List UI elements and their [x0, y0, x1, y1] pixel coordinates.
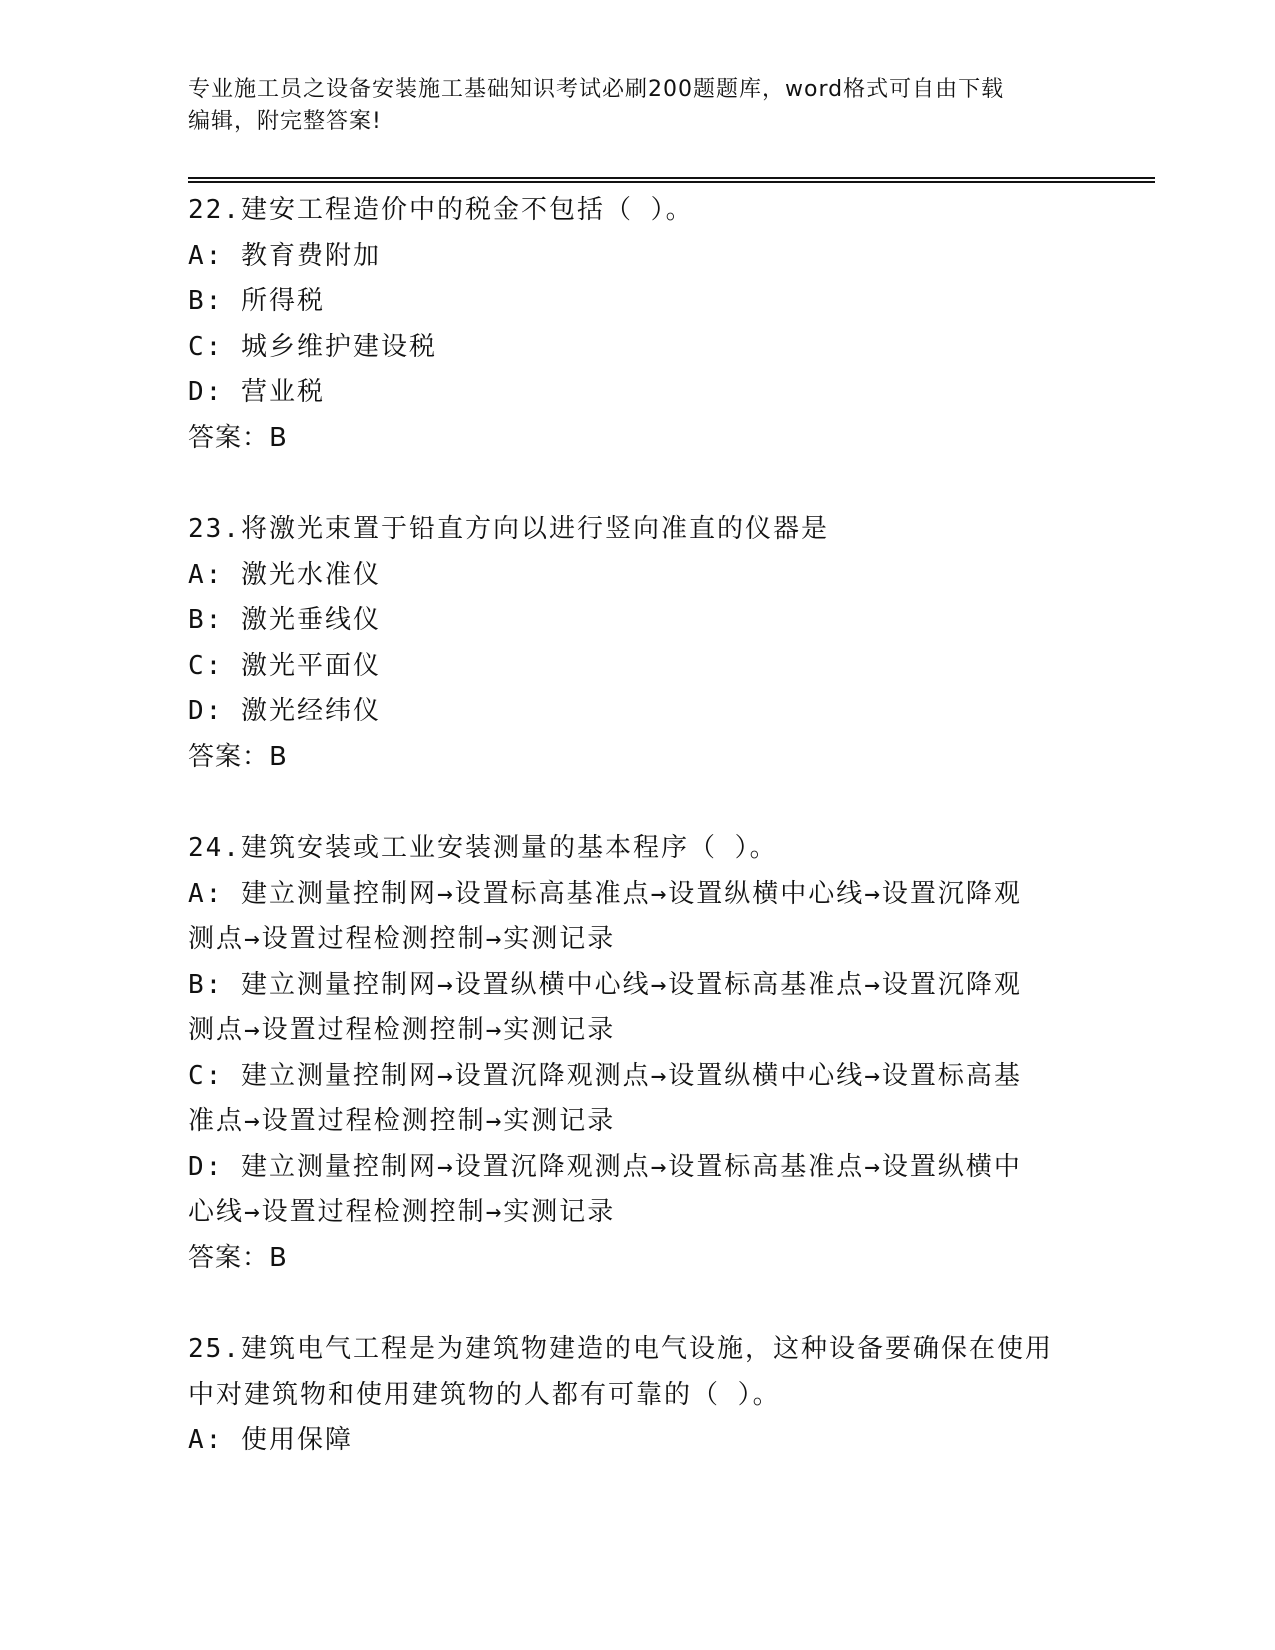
header-title-line-2: 编辑，附完整答案! — [188, 109, 382, 134]
header-divider-bottom — [188, 181, 1155, 183]
option-c: C: 城乡维护建设税 — [188, 331, 437, 362]
option-a-line-1: A: 建立测量控制网→设置标高基准点→设置纵横中心线→设置沉降观 — [188, 878, 1022, 909]
question-stem: 24.建筑安装或工业安装测量的基本程序（ ）。 — [188, 833, 778, 863]
answer-label: 答案：B — [188, 741, 288, 772]
document-header — [188, 74, 1068, 138]
answer-label: 答案：B — [188, 422, 288, 453]
option-d-line-1: D: 建立测量控制网→设置沉降观测点→设置标高基准点→设置纵横中 — [188, 1151, 1022, 1182]
option-c-line-2: 准点→设置过程检测控制→实测记录 — [188, 1106, 616, 1136]
question-stem: 22.建安工程造价中的税金不包括（ ）。 — [188, 195, 694, 225]
option-a: A: 教育费附加 — [188, 240, 381, 271]
answer-label: 答案：B — [188, 1242, 288, 1273]
question-stem: 23.将激光束置于铅直方向以进行竖向准直的仪器是 — [188, 514, 829, 544]
option-b-line-2: 测点→设置过程检测控制→实测记录 — [188, 1015, 616, 1045]
option-b: B: 所得税 — [188, 286, 325, 316]
option-b — [188, 963, 1088, 1054]
option-a: A: 使用保障 — [188, 1425, 353, 1455]
option-c-line-1: C: 建立测量控制网→设置沉降观测点→设置纵横中心线→设置标高基 — [188, 1060, 1022, 1091]
option-d-line-2: 心线→设置过程检测控制→实测记录 — [188, 1197, 616, 1227]
question-list — [188, 188, 1088, 1464]
question-24 — [188, 826, 1088, 1281]
question-stem-line-1: 25.建筑电气工程是为建筑物建造的电气设施，这种设备要确保在使用 — [188, 1334, 1053, 1364]
option-c: C: 激光平面仪 — [188, 650, 381, 681]
option-d: D: 激光经纬仪 — [188, 696, 381, 726]
question-23 — [188, 507, 1088, 780]
option-a: A: 激光水准仪 — [188, 559, 381, 590]
option-b-line-1: B: 建立测量控制网→设置纵横中心线→设置标高基准点→设置沉降观 — [188, 969, 1022, 1000]
option-b: B: 激光垂线仪 — [188, 605, 381, 635]
option-a-line-2: 测点→设置过程检测控制→实测记录 — [188, 924, 616, 954]
question-25 — [188, 1327, 1088, 1464]
option-d: D: 营业税 — [188, 377, 325, 407]
question-22 — [188, 188, 1088, 461]
option-c — [188, 1054, 1088, 1145]
header-divider-top — [188, 177, 1155, 179]
header-title-line-1: 专业施工员之设备安装施工基础知识考试必刷200题题库，word格式可自由下载 — [188, 77, 1005, 102]
option-d — [188, 1145, 1088, 1236]
option-a — [188, 872, 1088, 963]
question-stem-line-2: 中对建筑物和使用建筑物的人都有可靠的（ ）。 — [188, 1379, 781, 1410]
